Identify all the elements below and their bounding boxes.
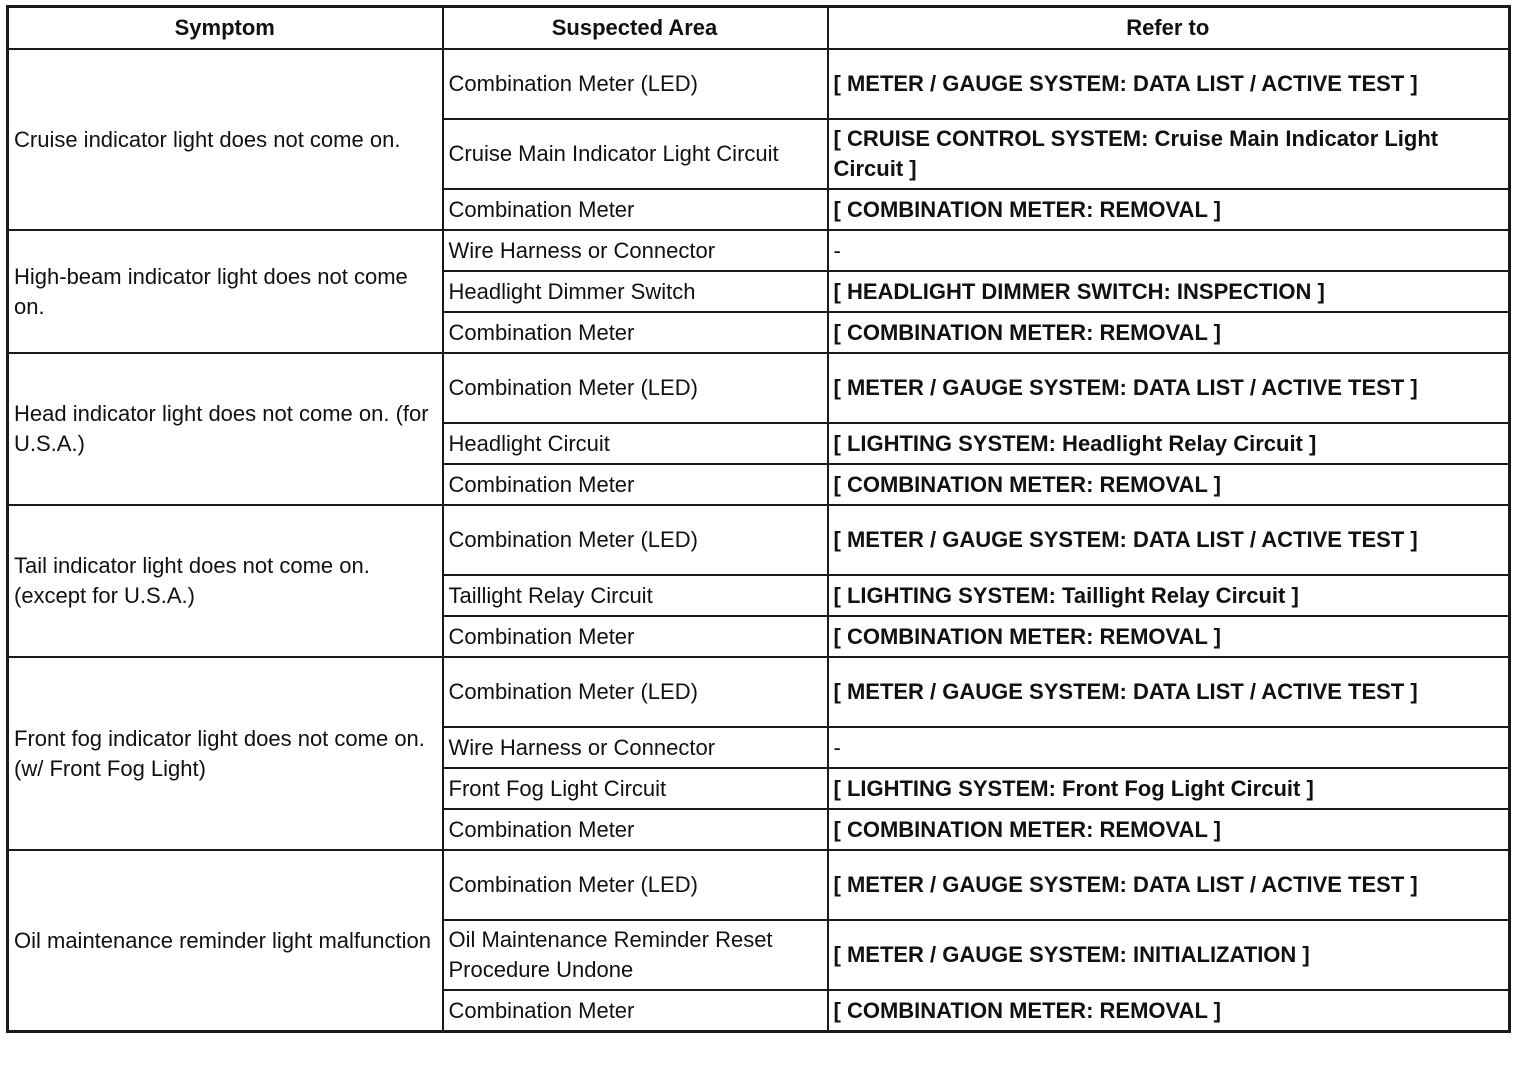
symptom-cell: Tail indicator light does not come on. (except for U.S.A.)	[8, 505, 443, 657]
suspected-area-cell: Headlight Circuit	[443, 423, 828, 464]
refer-to-link[interactable]: [ METER / GAUGE SYSTEM: DATA LIST / ACTIVE TEST ]	[828, 657, 1510, 727]
symptom-cell: Front fog indicator light does not come on. (w/ Front Fog Light)	[8, 657, 443, 850]
suspected-area-cell: Front Fog Light Circuit	[443, 768, 828, 809]
document-page	[6, 5, 1511, 1033]
refer-to-link[interactable]: [ COMBINATION METER: REMOVAL ]	[828, 312, 1510, 353]
refer-to-link[interactable]: [ LIGHTING SYSTEM: Front Fog Light Circuit ]	[828, 768, 1510, 809]
refer-to-link[interactable]: [ CRUISE CONTROL SYSTEM: Cruise Main Indicator Light Circuit ]	[828, 119, 1510, 189]
table-row	[8, 505, 1510, 575]
refer-to-link[interactable]: [ METER / GAUGE SYSTEM: DATA LIST / ACTIVE TEST ]	[828, 49, 1510, 119]
table-row	[8, 353, 1510, 423]
symptom-cell: High-beam indicator light does not come on.	[8, 230, 443, 353]
suspected-area-cell: Combination Meter (LED)	[443, 657, 828, 727]
refer-to-link[interactable]: [ COMBINATION METER: REMOVAL ]	[828, 464, 1510, 505]
header-refer-to: Refer to	[828, 7, 1510, 50]
refer-to-link[interactable]: [ METER / GAUGE SYSTEM: DATA LIST / ACTIVE TEST ]	[828, 505, 1510, 575]
refer-to-link[interactable]: [ COMBINATION METER: REMOVAL ]	[828, 990, 1510, 1032]
header-symptom: Symptom	[8, 7, 443, 50]
refer-to-cell: -	[828, 727, 1510, 768]
suspected-area-cell: Cruise Main Indicator Light Circuit	[443, 119, 828, 189]
suspected-area-cell: Combination Meter	[443, 464, 828, 505]
symptom-cell: Head indicator light does not come on. (for U.S.A.)	[8, 353, 443, 505]
refer-to-cell: -	[828, 230, 1510, 271]
header-suspected-area: Suspected Area	[443, 7, 828, 50]
symptom-cell: Cruise indicator light does not come on.	[8, 49, 443, 230]
table-row	[8, 230, 1510, 271]
suspected-area-cell: Combination Meter	[443, 809, 828, 850]
suspected-area-cell: Wire Harness or Connector	[443, 230, 828, 271]
refer-to-link[interactable]: [ COMBINATION METER: REMOVAL ]	[828, 189, 1510, 230]
table-header-row	[8, 7, 1510, 50]
refer-to-link[interactable]: [ LIGHTING SYSTEM: Headlight Relay Circuit ]	[828, 423, 1510, 464]
refer-to-link[interactable]: [ LIGHTING SYSTEM: Taillight Relay Circuit ]	[828, 575, 1510, 616]
table-row	[8, 49, 1510, 119]
table-row	[8, 657, 1510, 727]
refer-to-link[interactable]: [ HEADLIGHT DIMMER SWITCH: INSPECTION ]	[828, 271, 1510, 312]
suspected-area-cell: Combination Meter	[443, 616, 828, 657]
suspected-area-cell: Combination Meter (LED)	[443, 505, 828, 575]
suspected-area-cell: Combination Meter (LED)	[443, 49, 828, 119]
refer-to-link[interactable]: [ COMBINATION METER: REMOVAL ]	[828, 616, 1510, 657]
problem-symptoms-table	[6, 5, 1511, 1033]
suspected-area-cell: Combination Meter	[443, 990, 828, 1032]
suspected-area-cell: Wire Harness or Connector	[443, 727, 828, 768]
suspected-area-cell: Headlight Dimmer Switch	[443, 271, 828, 312]
suspected-area-cell: Oil Maintenance Reminder Reset Procedure Undone	[443, 920, 828, 990]
suspected-area-cell: Taillight Relay Circuit	[443, 575, 828, 616]
symptom-cell: Oil maintenance reminder light malfunction	[8, 850, 443, 1032]
refer-to-link[interactable]: [ COMBINATION METER: REMOVAL ]	[828, 809, 1510, 850]
suspected-area-cell: Combination Meter	[443, 189, 828, 230]
suspected-area-cell: Combination Meter (LED)	[443, 850, 828, 920]
suspected-area-cell: Combination Meter (LED)	[443, 353, 828, 423]
table-row	[8, 850, 1510, 920]
refer-to-link[interactable]: [ METER / GAUGE SYSTEM: DATA LIST / ACTIVE TEST ]	[828, 850, 1510, 920]
refer-to-link[interactable]: [ METER / GAUGE SYSTEM: INITIALIZATION ]	[828, 920, 1510, 990]
refer-to-link[interactable]: [ METER / GAUGE SYSTEM: DATA LIST / ACTIVE TEST ]	[828, 353, 1510, 423]
suspected-area-cell: Combination Meter	[443, 312, 828, 353]
